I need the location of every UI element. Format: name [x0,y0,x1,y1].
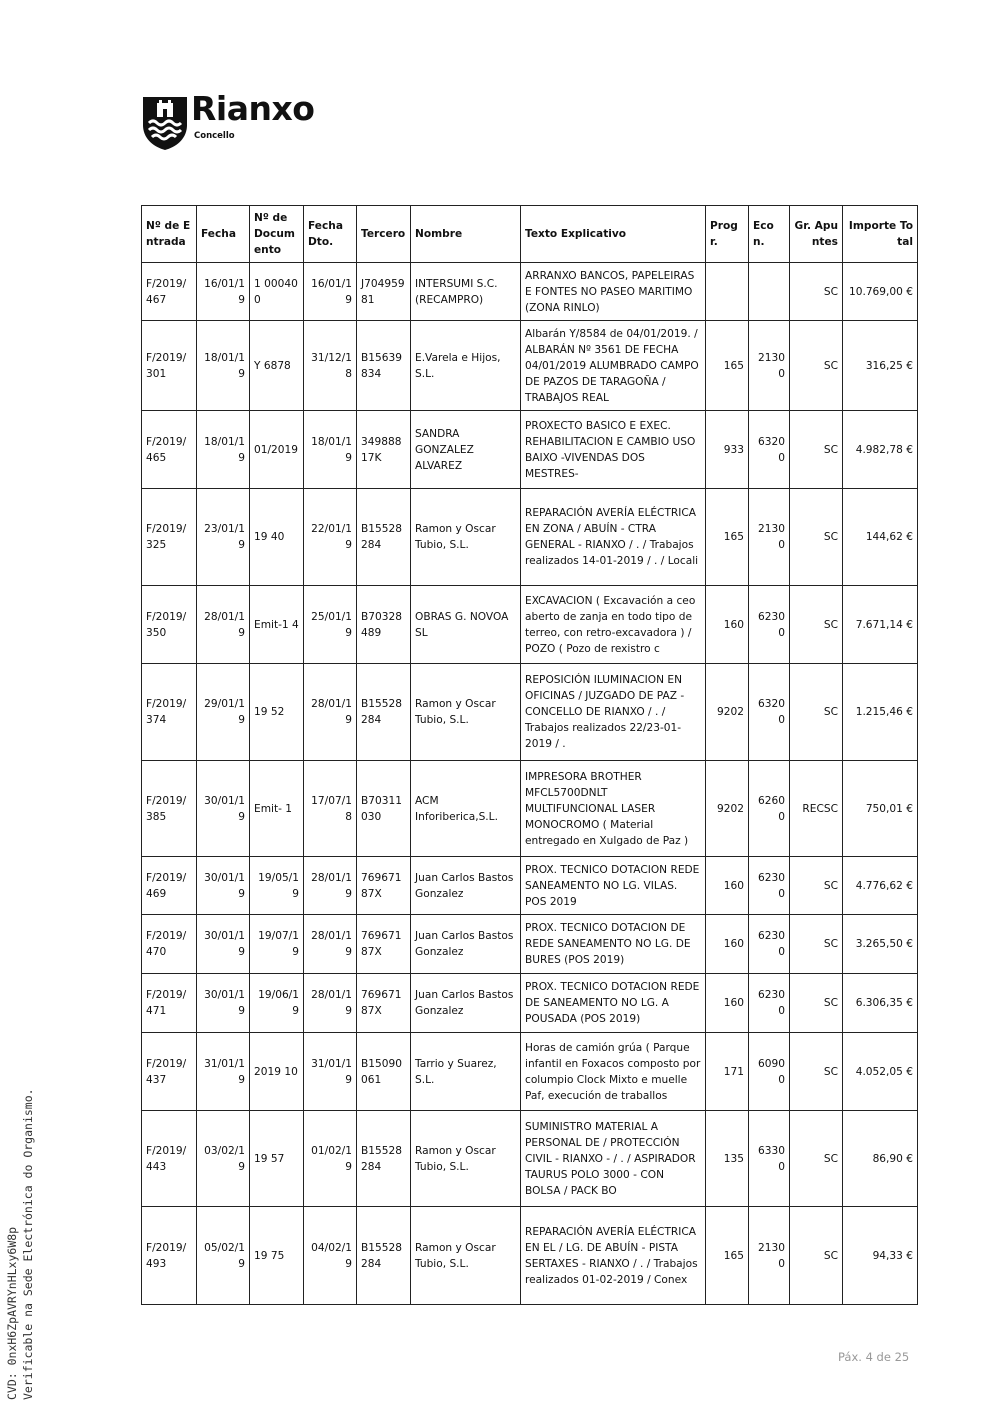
cell-nombre: Ramon y Oscar Tubio, S.L. [411,1111,521,1207]
cell-nombre: E.Varela e Hijos, S.L. [411,321,521,411]
cell-entrada: F/2019/493 [142,1207,197,1305]
cell-entrada: F/2019/471 [142,974,197,1033]
cell-importe: 144,62 € [843,489,918,586]
col-fecha-dto: Fecha Dto. [304,206,357,263]
cell-nombre: INTERSUMI S.C. (RECAMPRO) [411,263,521,321]
cell-progr: 160 [706,586,749,664]
cell-entrada: F/2019/469 [142,857,197,915]
cell-gr: SC [790,1207,843,1305]
cell-fecha-dto: 28/01/19 [304,664,357,761]
cell-texto: PROX. TECNICO DOTACION REDE DE SANEAMENTO NO LG. A POUSADA (POS 2019) [521,974,706,1033]
cell-nombre: SANDRA GONZALEZ ALVAREZ [411,411,521,489]
cell-tercero: 76967187X [357,857,411,915]
table-row [142,263,918,321]
cell-entrada: F/2019/325 [142,489,197,586]
cell-texto: IMPRESORA BROTHER MFCL5700DNLT MULTIFUNCIONAL LASER MONOCROMO ( Material entregado en Xulgado de Paz ) [521,761,706,857]
cell-progr: 171 [706,1033,749,1111]
cell-nombre: Ramon y Oscar Tubio, S.L. [411,664,521,761]
cell-texto: PROX. TECNICO DOTACION REDE SANEAMENTO NO LG. VILAS. POS 2019 [521,857,706,915]
cell-fecha-dto: 25/01/19 [304,586,357,664]
col-texto: Texto Explicativo [521,206,706,263]
col-gr-apuntes: Gr. Apuntes [790,206,843,263]
cell-nombre: Juan Carlos Bastos Gonzalez [411,915,521,974]
cell-econ: 63200 [749,411,790,489]
cell-tercero: B15528284 [357,1207,411,1305]
cell-texto: Albarán Y/8584 de 04/01/2019. / ALBARÁN Nº 3561 DE FECHA 04/01/2019 ALUMBRADO CAMPO DE PAZOS DE TARAGOÑA / TRABAJOS REAL [521,321,706,411]
cell-tercero: 76967187X [357,915,411,974]
cell-progr: 165 [706,1207,749,1305]
cell-fecha-dto: 16/01/19 [304,263,357,321]
cell-progr: 160 [706,974,749,1033]
col-documento: Nº de Documento [250,206,304,263]
cell-gr: RECSC [790,761,843,857]
cell-importe: 4.776,62 € [843,857,918,915]
cell-nombre: Tarrio y Suarez, S.L. [411,1033,521,1111]
cell-nombre: Ramon y Oscar Tubio, S.L. [411,1207,521,1305]
cell-tercero: B15090061 [357,1033,411,1111]
brand-name: Rianxo [191,89,315,128]
cell-gr: SC [790,1033,843,1111]
col-tercero: Tercero [357,206,411,263]
cell-tercero: B70328489 [357,586,411,664]
cell-fecha-dto: 18/01/19 [304,411,357,489]
cell-texto: Horas de camión grúa ( Parque infantil en Foxacos composto por columpio Clock Mixto e muelle Paf, execución de traballos [521,1033,706,1111]
cell-progr: 135 [706,1111,749,1207]
cell-gr: SC [790,321,843,411]
table-row [142,857,918,915]
cell-texto: PROXECTO BASICO E EXEC. REHABILITACION E CAMBIO USO BAIXO -VIVENDAS DOS MESTRES- [521,411,706,489]
cell-fecha: 03/02/19 [197,1111,250,1207]
cell-entrada: F/2019/443 [142,1111,197,1207]
cell-documento: 19 52 [250,664,304,761]
cell-fecha: 29/01/19 [197,664,250,761]
cell-documento: Y 6878 [250,321,304,411]
cell-entrada: F/2019/350 [142,586,197,664]
cell-documento: 1 000400 [250,263,304,321]
cell-documento: 19/05/19 [250,857,304,915]
cell-fecha-dto: 31/01/19 [304,1033,357,1111]
cell-econ: 60900 [749,1033,790,1111]
cvd-verification-text: Verificable na Sede Electrónica do Organismo. [21,1088,35,1400]
cell-progr: 9202 [706,761,749,857]
cell-gr: SC [790,411,843,489]
cell-tercero: B15528284 [357,1111,411,1207]
table-header-row [142,206,918,263]
cell-texto: ARRANXO BANCOS, PAPELEIRAS E FONTES NO PASEO MARITIMO (ZONA RINLO) [521,263,706,321]
cell-fecha-dto: 31/12/18 [304,321,357,411]
cell-fecha-dto: 28/01/19 [304,857,357,915]
cell-documento: 19 75 [250,1207,304,1305]
table-row [142,974,918,1033]
cell-entrada: F/2019/301 [142,321,197,411]
cell-fecha: 30/01/19 [197,857,250,915]
castle-shield-icon [142,95,188,151]
cell-texto: REPOSICIÓN ILUMINACION EN OFICINAS / JUZGADO DE PAZ - CONCELLO DE RIANXO / . / Trabajos realizados 22/23-01-2019 / . [521,664,706,761]
cell-fecha-dto: 04/02/19 [304,1207,357,1305]
table-row [142,321,918,411]
cell-progr: 9202 [706,664,749,761]
cell-gr: SC [790,586,843,664]
cell-importe: 94,33 € [843,1207,918,1305]
table-row [142,1033,918,1111]
cell-nombre: Ramon y Oscar Tubio, S.L. [411,489,521,586]
cell-entrada: F/2019/465 [142,411,197,489]
cell-importe: 10.769,00 € [843,263,918,321]
cell-nombre: Juan Carlos Bastos Gonzalez [411,857,521,915]
cell-nombre: Juan Carlos Bastos Gonzalez [411,974,521,1033]
cell-gr: SC [790,664,843,761]
cell-econ: 21300 [749,321,790,411]
cell-fecha: 31/01/19 [197,1033,250,1111]
cell-tercero: 76967187X [357,974,411,1033]
table-row [142,761,918,857]
table-row [142,1111,918,1207]
cell-texto: PROX. TECNICO DOTACION DE REDE SANEAMENTO NO LG. DE BURES (POS 2019) [521,915,706,974]
cell-fecha: 30/01/19 [197,915,250,974]
cell-fecha-dto: 01/02/19 [304,1111,357,1207]
cell-fecha: 23/01/19 [197,489,250,586]
cell-nombre: OBRAS G. NOVOA SL [411,586,521,664]
cell-importe: 4.982,78 € [843,411,918,489]
cell-tercero: B15639834 [357,321,411,411]
cell-progr: 933 [706,411,749,489]
cell-documento: 19 40 [250,489,304,586]
cell-documento: Emit-1 4 [250,586,304,664]
cell-nombre: ACM Inforiberica,S.L. [411,761,521,857]
cell-progr: 160 [706,857,749,915]
cell-importe: 1.215,46 € [843,664,918,761]
table-row [142,489,918,586]
cell-econ: 62300 [749,857,790,915]
cell-econ: 21300 [749,1207,790,1305]
cell-fecha: 18/01/19 [197,411,250,489]
page-number: Páx. 4 de 25 [838,1350,910,1364]
table-row [142,1207,918,1305]
cell-texto: SUMINISTRO MATERIAL A PERSONAL DE / PROTECCIÓN CIVIL - RIANXO - / . / ASPIRADOR TAURUS POLO 3000 - CON BOLSA / PACK BO [521,1111,706,1207]
cell-econ: 62600 [749,761,790,857]
cell-econ: 62300 [749,586,790,664]
col-importe: Importe Total [843,206,918,263]
cell-fecha: 05/02/19 [197,1207,250,1305]
cell-progr: 160 [706,915,749,974]
cell-gr: SC [790,857,843,915]
cell-documento: 01/2019 [250,411,304,489]
cell-econ: 21300 [749,489,790,586]
cell-fecha: 30/01/19 [197,974,250,1033]
cell-documento: Emit- 1 [250,761,304,857]
cell-progr [706,263,749,321]
cell-tercero: B70311030 [357,761,411,857]
brand-subtitle: Concello [194,131,235,141]
cell-entrada: F/2019/385 [142,761,197,857]
cell-texto: REPARACIÓN AVERÍA ELÉCTRICA EN ZONA / ABUÍN - CTRA GENERAL - RIANXO / . / Trabajos realizados 14-01-2019 / . / Locali [521,489,706,586]
cell-entrada: F/2019/470 [142,915,197,974]
cell-fecha: 28/01/19 [197,586,250,664]
cell-fecha-dto: 22/01/19 [304,489,357,586]
col-econ: Econ. [749,206,790,263]
cell-gr: SC [790,489,843,586]
cell-importe: 4.052,05 € [843,1033,918,1111]
cell-texto: REPARACIÓN AVERÍA ELÉCTRICA EN EL / LG. DE ABUÍN - PISTA SERTAXES - RIANXO / . / Trabajos realizados 01-02-2019 / Conex [521,1207,706,1305]
cell-econ: 63200 [749,664,790,761]
logo [142,89,362,151]
cell-documento: 19/06/19 [250,974,304,1033]
cell-gr: SC [790,1111,843,1207]
cell-importe: 3.265,50 € [843,915,918,974]
cell-entrada: F/2019/437 [142,1033,197,1111]
cell-importe: 316,25 € [843,321,918,411]
cell-importe: 7.671,14 € [843,586,918,664]
cell-tercero: B15528284 [357,489,411,586]
cell-fecha: 16/01/19 [197,263,250,321]
cell-econ: 62300 [749,974,790,1033]
cell-progr: 165 [706,489,749,586]
cell-fecha: 18/01/19 [197,321,250,411]
cell-documento: 19 57 [250,1111,304,1207]
table-row [142,586,918,664]
cell-tercero: B15528284 [357,664,411,761]
cell-tercero: 34988817K [357,411,411,489]
cell-gr: SC [790,915,843,974]
cell-importe: 750,01 € [843,761,918,857]
cell-importe: 6.306,35 € [843,974,918,1033]
table-row [142,915,918,974]
col-nombre: Nombre [411,206,521,263]
col-fecha: Fecha [197,206,250,263]
cell-econ: 63300 [749,1111,790,1207]
cell-econ: 62300 [749,915,790,974]
cell-fecha-dto: 28/01/19 [304,915,357,974]
table-row [142,664,918,761]
cell-fecha-dto: 28/01/19 [304,974,357,1033]
table-row [142,411,918,489]
cell-documento: 19/07/19 [250,915,304,974]
cell-fecha-dto: 17/07/18 [304,761,357,857]
cell-fecha: 30/01/19 [197,761,250,857]
verification-note [4,1020,36,1400]
cell-entrada: F/2019/374 [142,664,197,761]
cell-gr: SC [790,974,843,1033]
col-progr: Progr. [706,206,749,263]
cell-gr: SC [790,263,843,321]
cell-tercero: J70495981 [357,263,411,321]
cvd-code: CVD: 0nxH6ZpAVRYnHLxy6W8p [5,1226,19,1400]
col-entrada: Nº de Entrada [142,206,197,263]
cell-texto: EXCAVACION ( Excavación a ceo aberto de zanja en todo tipo de terreo, con retro-excavadora ) / POZO ( Pozo de rexistro c [521,586,706,664]
cell-progr: 165 [706,321,749,411]
cell-econ [749,263,790,321]
cell-entrada: F/2019/467 [142,263,197,321]
invoice-table [141,205,918,1305]
cell-documento: 2019 10 [250,1033,304,1111]
cell-importe: 86,90 € [843,1111,918,1207]
